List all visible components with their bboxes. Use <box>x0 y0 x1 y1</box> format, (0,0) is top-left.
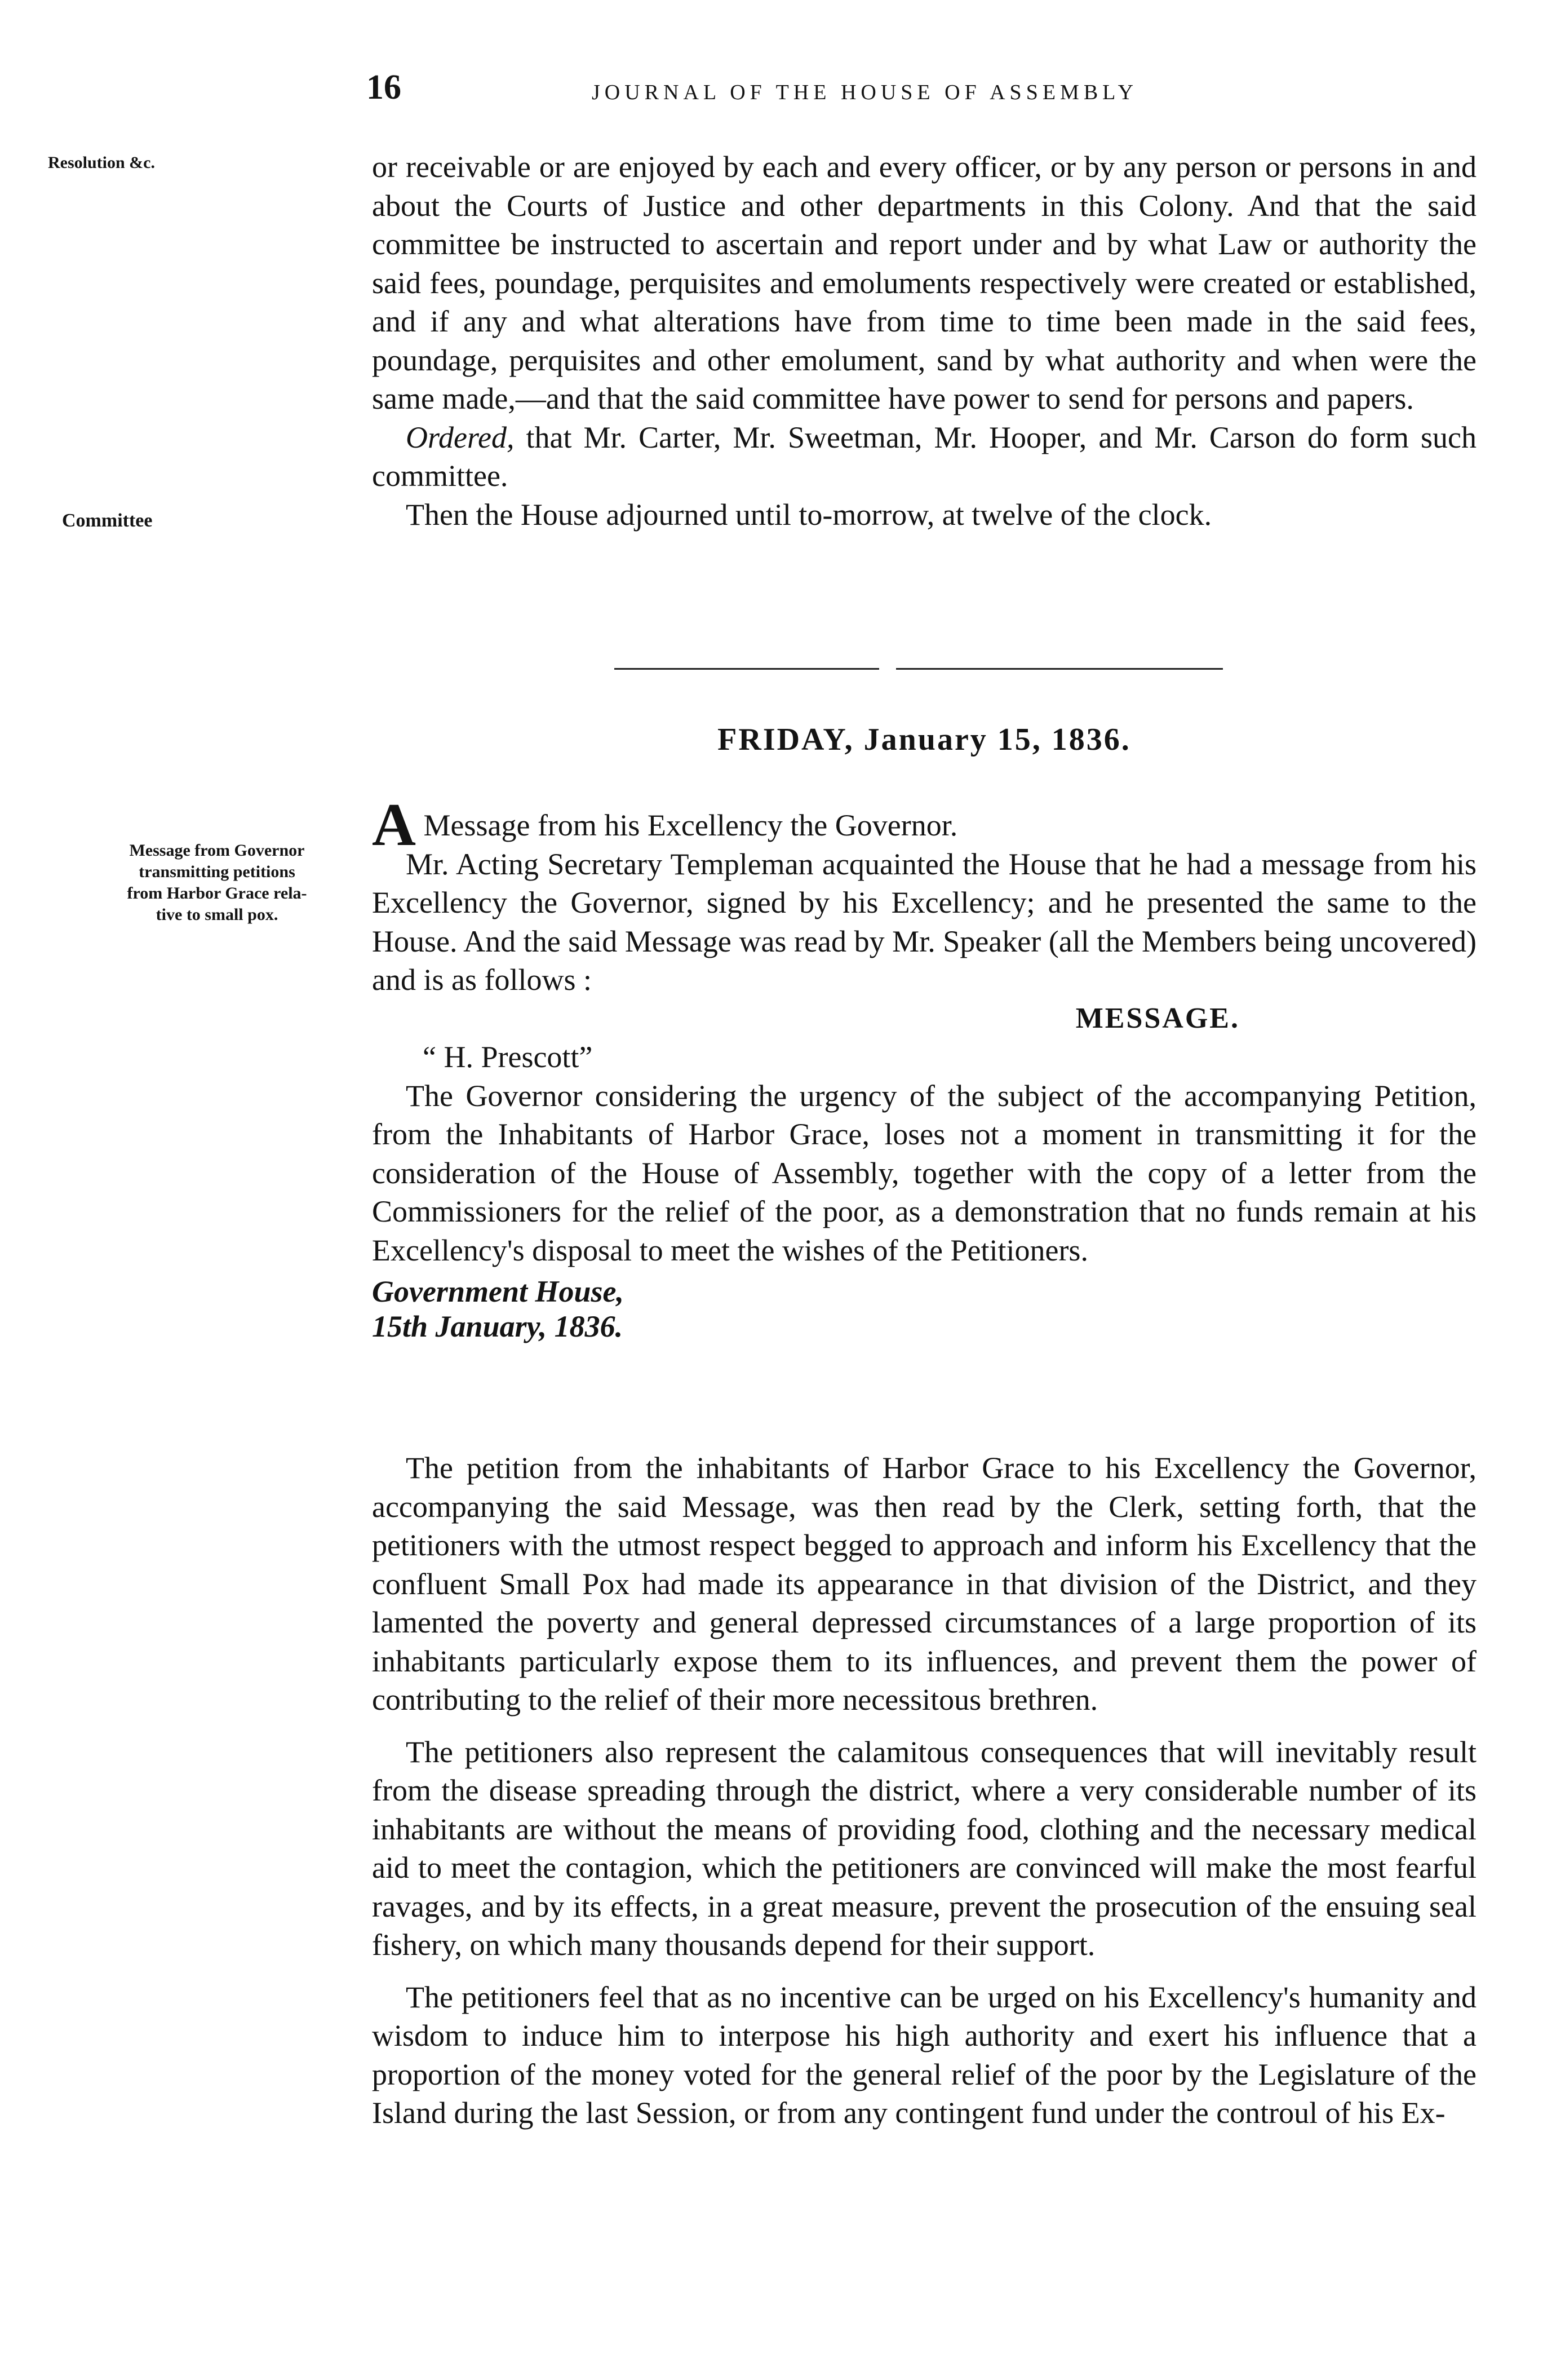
paragraph-fees: or receivable or are enjoyed by each and every officer, or by any person or persons in and about the Courts of Justice and other departments in this Colony. And that the said committee be instructed to ascertain and report under and by what Law or authority the said fees, poundage, perquisites and emoluments respectively were created or established, and if any and what alterations have from time to time been made in the said fees, poundage, perquisites and other emolument, sand by what authority and when were the same made,—and that the said committee have power to send for persons and papers. <box>372 150 1477 415</box>
ordered-text: that Mr. Carter, Mr. Sweetman, Mr. Hooper, and Mr. Carson do form such committee. <box>372 420 1477 493</box>
margin-note-line: Message from Governor <box>129 841 305 860</box>
margin-note-line: tive to small pox. <box>156 905 278 924</box>
paragraph-acting-secretary: Mr. Acting Secretary Templeman acquainted the House that he had a message from his Excellency the Governor, signed by his Excellency; and he presented the same to the House. And the said Message was read by Mr. Speaker (all the Members being uncovered) and is as follows : <box>372 847 1477 997</box>
margin-note-committee: Committee <box>62 510 153 531</box>
margin-note-resolution: Resolution &c. <box>48 153 155 172</box>
paragraph-petition-2: The petitioners also represent the calamitous consequences that will inevitably result from the disease spreading through the district, where a very considerable number of its inhabitants are without the means of providing food, clothing and the necessary medical aid to meet the contagion, which the petitioners are convinced will make the most fearful ravages, and by its effects, in a great measure, prevent the prosecution of the ensuing seal fishery, on which many thousands depend for their support. <box>372 1735 1477 1962</box>
paragraph-ordered <box>372 418 1477 496</box>
message-title: MESSAGE. <box>1075 1002 1240 1034</box>
paragraph-petition-1: The petition from the inhabitants of Harbor Grace to his Excellency the Governor, accompanying the said Message, was then read by the Clerk, setting forth, that the petitioners with the utmost respect begged to approach and inform his Excellency that the confluent Small Pox had made its appearance in that division of the District, and they lamented the poverty and general depressed circumstances of a large proportion of its inhabitants particularly expose them to its influences, and prevent them the power of contributing to the relief of their more necessitous brethren. <box>372 1451 1477 1717</box>
ordered-word: Ordered, <box>406 420 515 454</box>
divider-rule <box>614 668 879 670</box>
signature: “ H. Prescott” <box>423 1040 593 1074</box>
place-date <box>372 1274 1477 1344</box>
date-line: 15th January, 1836. <box>372 1310 623 1343</box>
message-section <box>372 791 1477 1344</box>
paragraph-opening <box>372 791 1477 859</box>
margin-note-line: from Harbor Grace rela- <box>127 884 307 903</box>
divider-rule <box>896 668 1223 670</box>
paragraph-message-body: The Governor considering the urgency of the subject of the accompanying Petition, from the Inhabitants of Harbor Grace, loses not a moment in transmitting it for the consideration of the House of Assembly, together with the copy of a letter from the Commissioners for the relief of the poor, as a demonstration that no funds remain at his Excellency's disposal to meet the wishes of the Petitioners. <box>372 1078 1477 1267</box>
running-head: JOURNAL OF THE HOUSE OF ASSEMBLY <box>592 81 1138 104</box>
margin-note-line: transmitting petitions <box>139 862 295 881</box>
page-number: 16 <box>366 68 401 107</box>
opening-text: Message from his Excellency the Governor. <box>423 808 958 842</box>
place-line: Government House, <box>372 1275 624 1308</box>
paragraph-petition-3: The petitioners feel that as no incentive can be urged on his Excellency's humanity and wisdom to induce him to interpose his high authority and exert his influence that a proportion of the money voted for the general relief of the poor by the Legislature of the Island during the last Session, or from any contingent fund under the controul of his Ex- <box>372 1980 1477 2130</box>
paragraph-adjourn: Then the House adjourned until to-morrow, at twelve of the clock. <box>406 497 1212 532</box>
page-header <box>0 68 1543 124</box>
petition-section <box>372 1449 1477 2133</box>
date-heading: FRIDAY, January 15, 1836. <box>717 722 1131 757</box>
margin-note-message <box>85 840 349 926</box>
drop-cap: A <box>372 791 416 859</box>
top-section <box>372 148 1477 534</box>
